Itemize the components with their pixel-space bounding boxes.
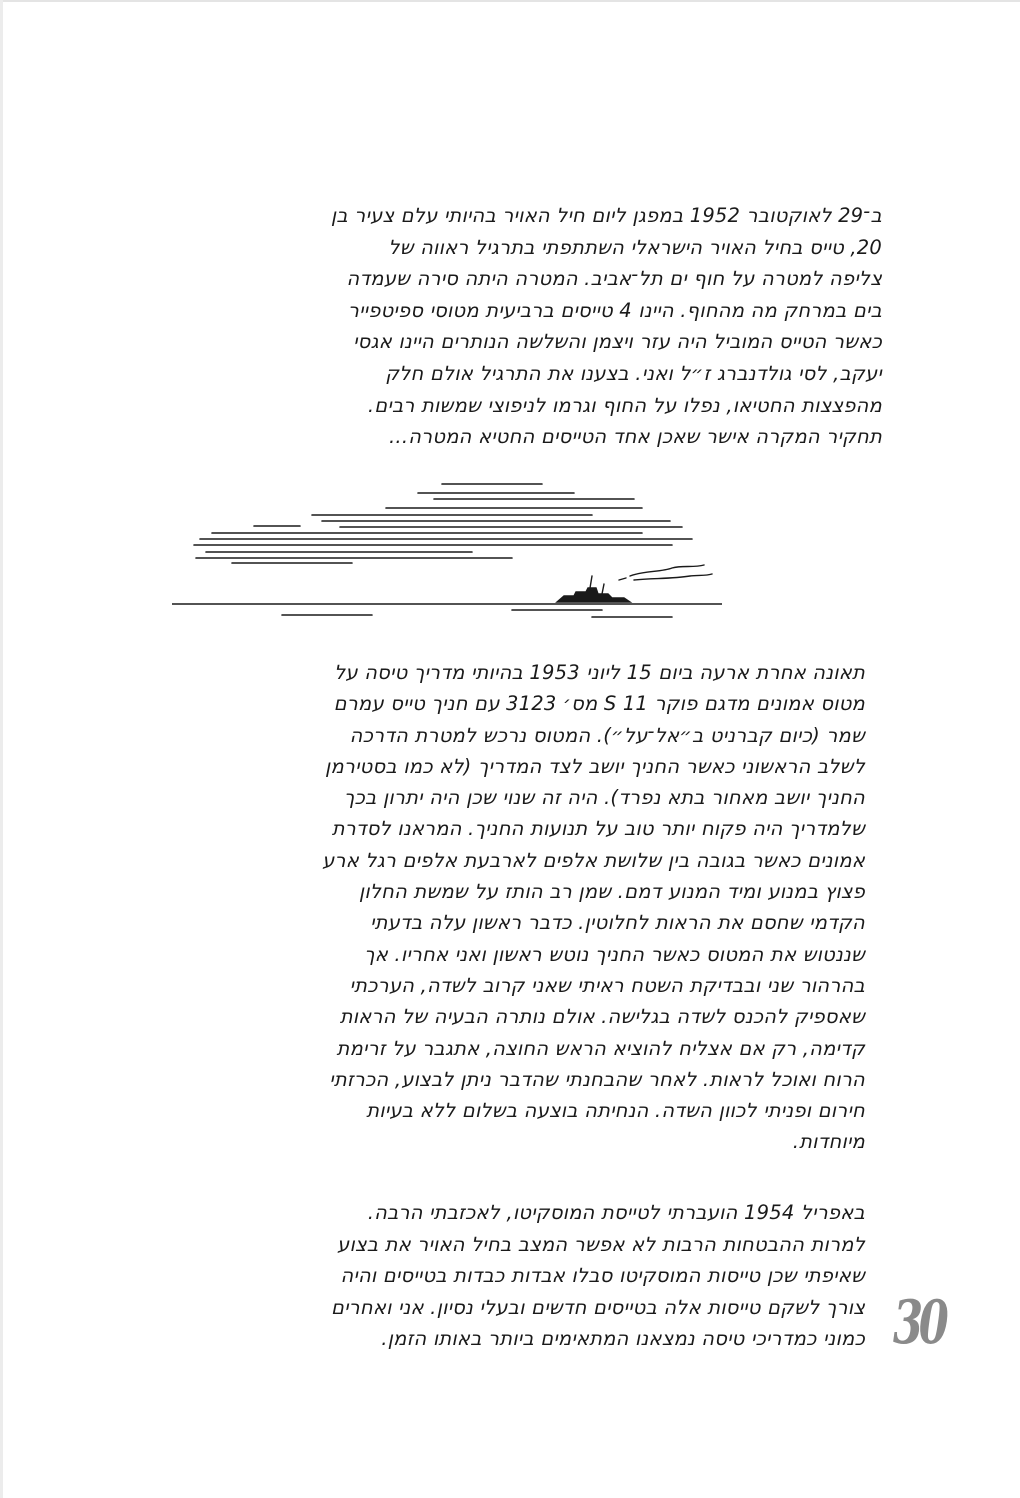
- paragraph-mosquito-squadron: [165, 1197, 865, 1355]
- text-line: שאספיק להכנס לשדה בגלישה. אולם נותרה הבעיה של הראות: [339, 1005, 865, 1029]
- text-line: צורך לשקם טייסות אלה בטייסים חדשים ובעלי נסיון. אני ואחרים: [330, 1295, 865, 1319]
- text-line: הקדמי שחסם את הראות לחלוטין. כדבר ראשון עלה בדעתי: [370, 911, 865, 935]
- text-line: יעקב, לסי גולדנברג ז״ל ואני. בצענו את התרגיל אולם חלק: [385, 361, 882, 385]
- text-line: אמונים כאשר בגובה בין שלושת אלפים לארבעת אלפים רגל ארע: [322, 848, 865, 872]
- text-line: 20, טייס בחיל האויר הישראלי השתתפתי בתרגיל ראווה של: [388, 235, 882, 259]
- smoke-trail: [630, 565, 712, 580]
- text-line: שאיפתי שכן טייסות המוסקיטו סבלו אבדות כבדות בטייסים והיה: [340, 1264, 865, 1288]
- paragraph-fokker-accident: [165, 657, 865, 1158]
- text-line: שלמדריך היה פקוח יותר טוב על תנועות החניך. המראנו לסדרת: [331, 817, 865, 841]
- text-line: תאונה אחרת ארעה ביום 15 ליוני 1953 בהיותי מדריך טיסה על: [334, 661, 865, 684]
- text-line: כמוני כמדריכי טיסה נמצאנו המתאימים ביותר באותו הזמן.: [381, 1327, 865, 1351]
- sea-horizon: [172, 604, 722, 617]
- text-line: כאשר הטייס המוביל היה עזר ויצמן והשלשה הנותרים היינו אגסי: [353, 330, 882, 354]
- text-line: מהפצצות החטיאו, נפלו על החוף וגרמו לניפוצי שמשות רבים.: [367, 393, 882, 417]
- page-top-edge: [0, 0, 1020, 2]
- ship-icon: [557, 576, 630, 602]
- text-line: באפריל 1954 הועברתי לטייסת המוסקיטו, לאכזבתי הרבה.: [367, 1201, 865, 1224]
- text-line: ב־29 לאוקטובר 1952 במפגן ליום חיל האויר בהיותי עלם צעיר בן: [330, 204, 882, 227]
- ship-at-sea-illustration: [172, 468, 722, 628]
- text-line: מטוס אמונים מדגם פוקר S 11 מס׳ 3123 עם חניך טייס עמרם: [333, 692, 865, 716]
- text-line: בים במרחק מה מהחוף. היינו 4 טייסים ברביעית מטוסי ספיטפייר: [347, 298, 882, 322]
- text-line: קדימה, רק אם אצליח להוציא הראש החוצה, אתגבר על זרימת: [336, 1036, 865, 1060]
- text-line: לשלב הראשוני כאשר החניך יושב לצד המדריך (לא כמו בסטירמן: [324, 754, 865, 778]
- text-line: תחקיר המקרה אישר שאכן אחד הטייסים החטיא המטרה...: [389, 425, 882, 449]
- cloud-streaks: [194, 484, 692, 563]
- text-line: החניך יושב מאחור בתא נפרד). היה זה שנוי שכן היה יתרון בכך: [343, 786, 865, 810]
- text-line: חירום ופניתי לכוון השדה. הנחיתה בוצעה בשלום ללא בעיות: [366, 1099, 865, 1123]
- text-line: צליפה למטרה על חוף ים תל־אביב. המטרה היתה סירה שעמדה: [346, 267, 882, 291]
- text-line: פצוץ במנוע ומיד המנוע דמם. שמן רב הותז על שמשת החלון: [358, 880, 865, 904]
- page-number: 30: [892, 1288, 944, 1358]
- text-line: הרוח ואוכל לראות. לאחר שהבחנתי שהדבר ניתן לבצוע, הכרזתי: [329, 1067, 865, 1091]
- text-line: למרות ההבטחות הרבות לא אפשר המצב בחיל האויר את בצוע: [337, 1232, 865, 1256]
- text-line: שמר (כיום קברניט ב״אל־על״). המטוס נרכש למטרת הדרכה: [349, 723, 865, 747]
- text-line: בהרהור שני ובבדיקת השטח ראיתי שאני קרוב לשדה, הערכתי: [349, 973, 865, 997]
- text-line: שננטוש את המטוס כאשר החניך נוטש ראשון ואני אחריו. אך: [364, 942, 865, 966]
- paragraph-air-show: [182, 200, 882, 453]
- text-line: מיוחדות.: [792, 1130, 865, 1154]
- page-left-edge: [0, 0, 3, 1498]
